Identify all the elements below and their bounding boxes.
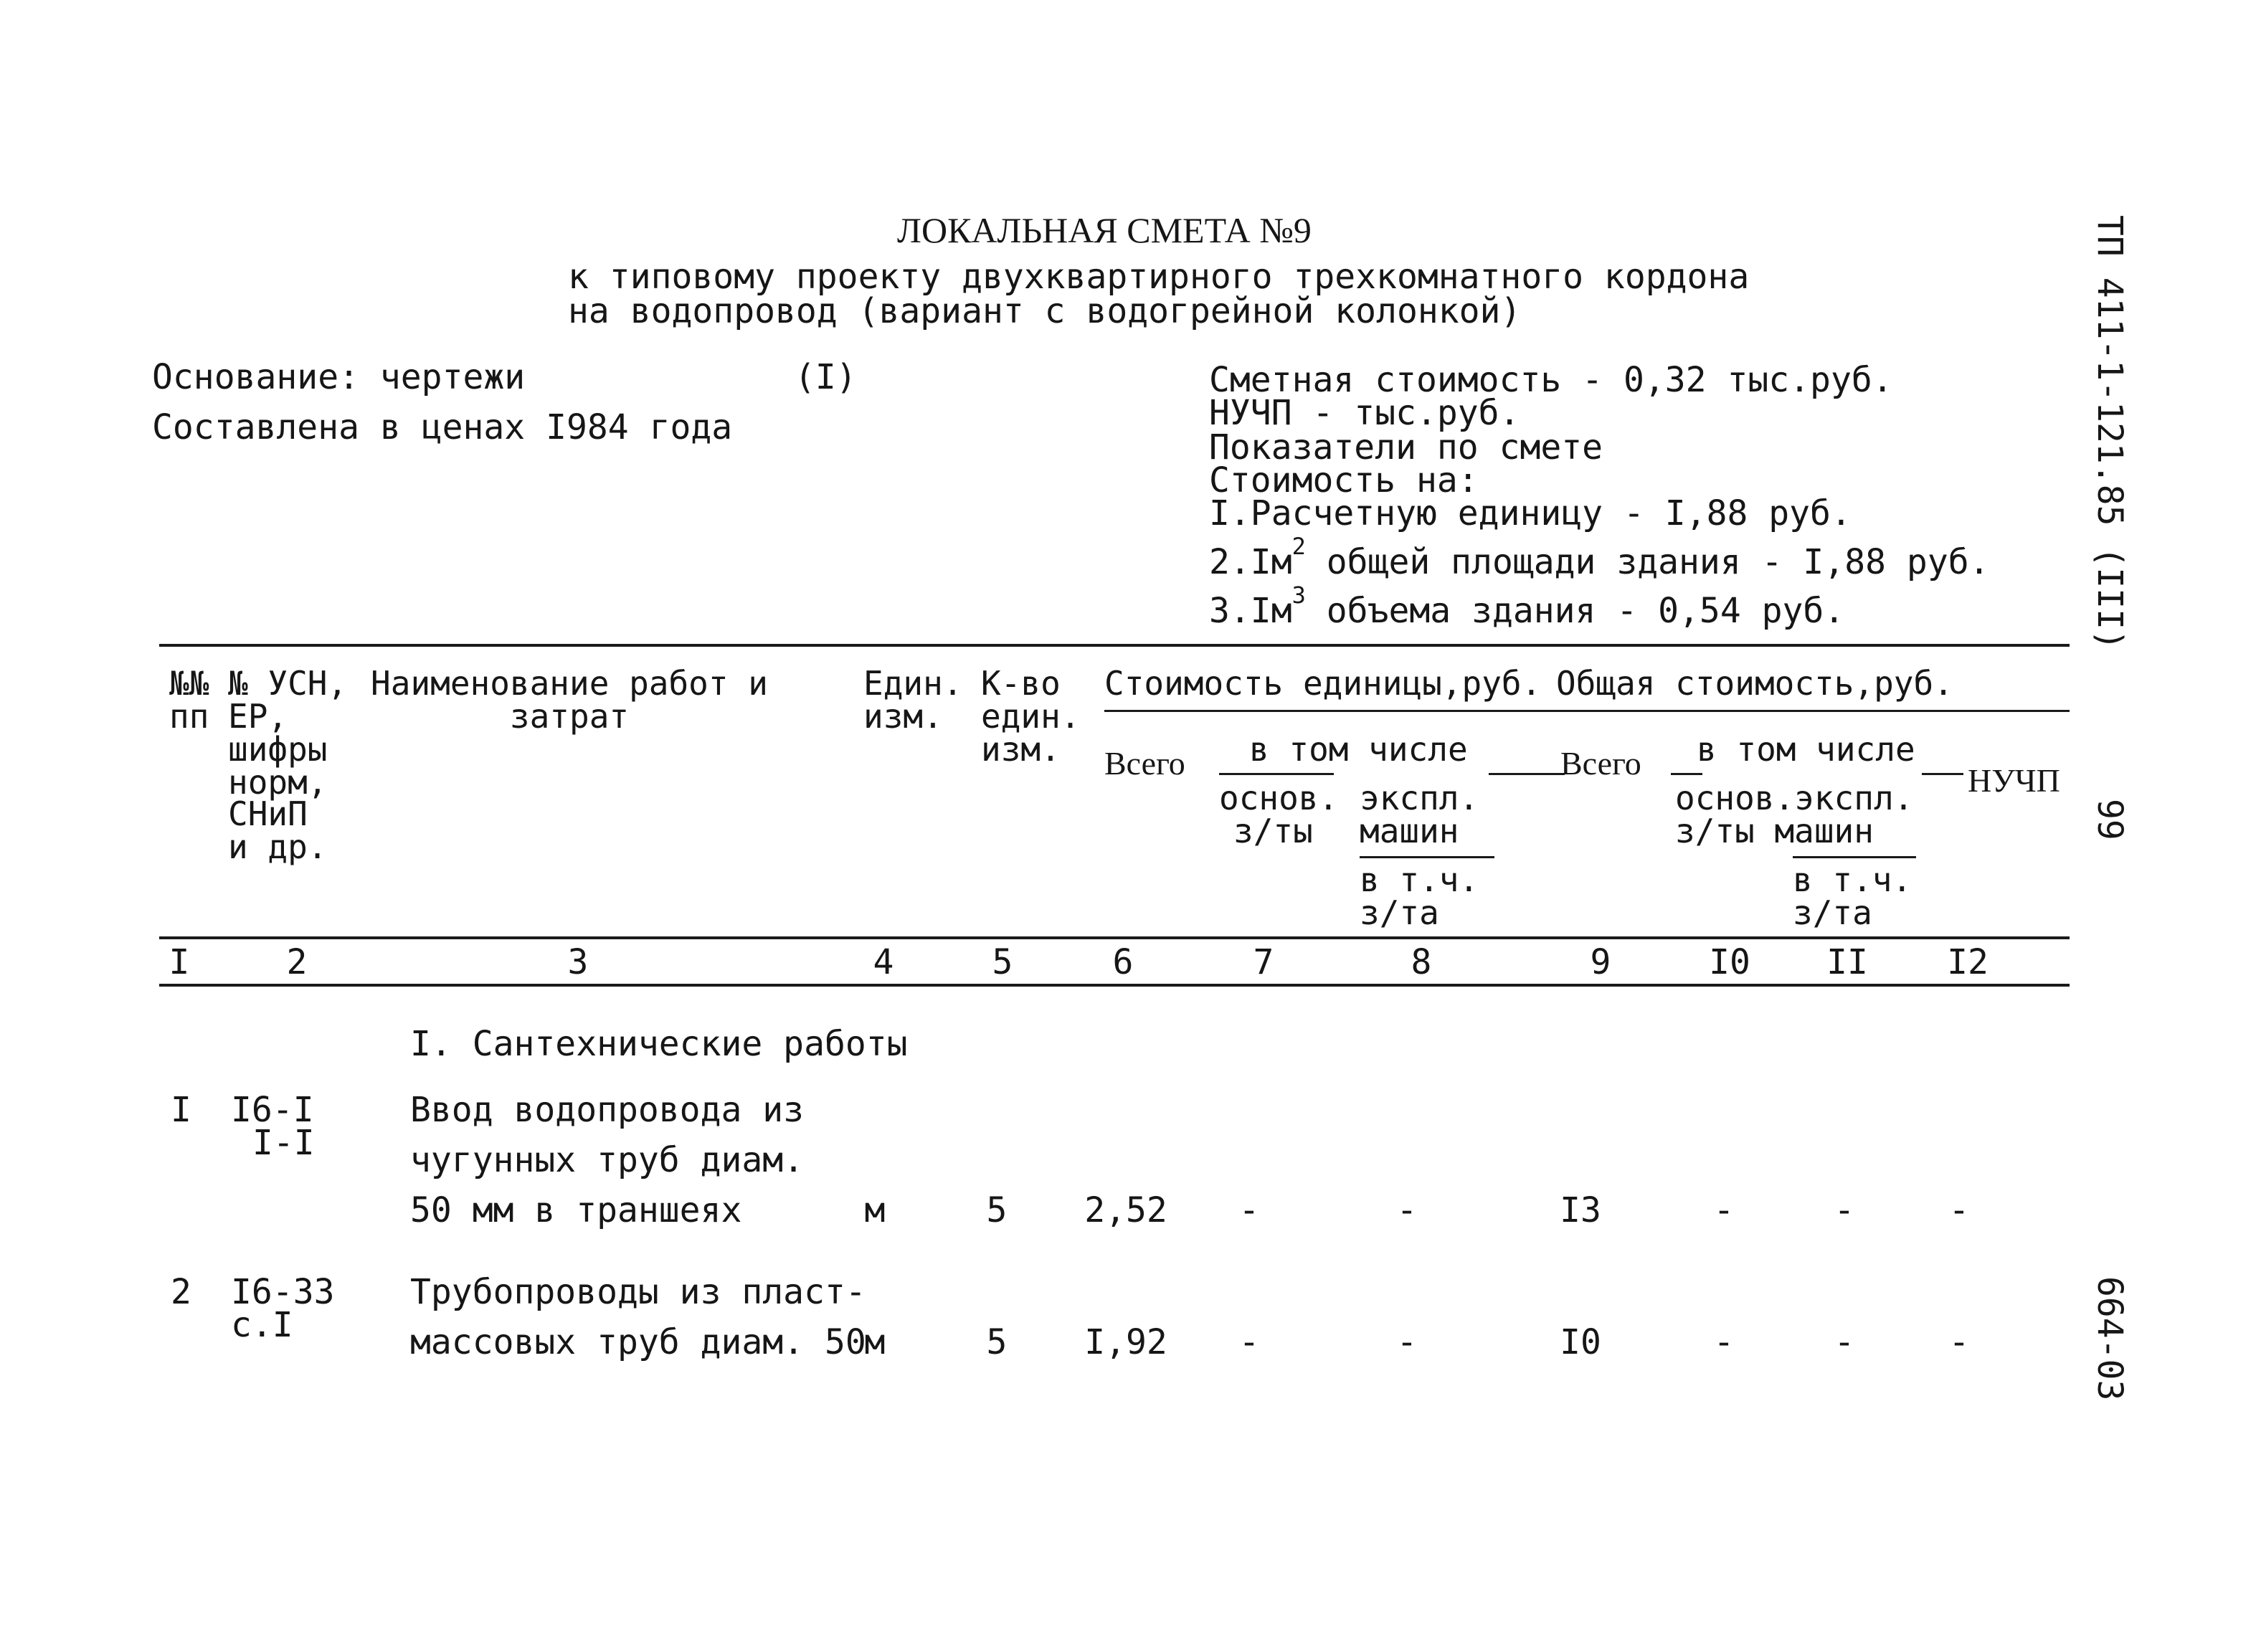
col-number-3: 3 <box>567 942 589 982</box>
total-machine-wages-line1: в т.ч. <box>1793 860 1912 899</box>
table-number-row-rule <box>159 984 2070 987</box>
col-header-name-line2: затрат <box>509 697 630 736</box>
col-number-8: 8 <box>1411 942 1432 982</box>
total-cost-group-header: Общая стоимость,руб. <box>1556 664 1953 703</box>
unit-machine-wages-line2: з/та <box>1360 893 1439 932</box>
table-header-bottom-rule <box>159 936 2070 939</box>
col-header-code-line2: ЕР, <box>228 697 288 736</box>
unit-machine-line2: машин <box>1360 812 1459 850</box>
row-total-machine: - <box>1834 1322 1855 1362</box>
unit-machine-line1: экспл. <box>1360 779 1479 817</box>
basis-drawings: Основание: чертежи <box>152 357 526 397</box>
page-number: 99 <box>2090 799 2130 840</box>
row-nuchp: - <box>1948 1190 1970 1230</box>
col-number-6: 6 <box>1112 942 1134 982</box>
row-unit-machine: - <box>1396 1322 1418 1362</box>
col-header-code-line5: СНиП <box>228 794 308 833</box>
col-header-unit-line1: Един. <box>863 664 963 703</box>
document-title: ЛОКАЛЬНАЯ СМЕТА №9 <box>897 210 1312 250</box>
unit-total-header: Всего <box>1104 745 1185 782</box>
col-number-1: I <box>169 942 190 982</box>
row-number: I <box>171 1090 191 1130</box>
col-number-9: 9 <box>1590 942 1611 982</box>
row-total-machine: - <box>1834 1190 1855 1230</box>
unit-mach-rule <box>1360 856 1494 858</box>
col-header-name-line1: Наименование работ и <box>371 664 768 703</box>
col-number-10: I0 <box>1709 942 1750 982</box>
col-header-unit-line2: изм. <box>863 697 943 736</box>
row-total-base-wages: - <box>1713 1190 1735 1230</box>
cost-group-rule <box>1104 710 2070 712</box>
row-code-line1: I6-33 <box>231 1272 335 1312</box>
row-quantity: 5 <box>986 1190 1008 1230</box>
row-unit-machine: - <box>1396 1190 1418 1230</box>
row-total: I3 <box>1560 1190 1601 1230</box>
row-code-line2: I-I <box>252 1123 315 1163</box>
indicator-per-area: $2.Iм^2$ общей площади здания - I,88 руб. <box>1209 533 1990 582</box>
total-subgroup-rule-right <box>1922 773 1963 775</box>
total-machine-wages-line2: з/та <box>1793 893 1872 932</box>
col-header-code-line6: и др. <box>228 827 328 866</box>
unit-base-wages-line1: основ. <box>1219 779 1339 817</box>
cost-on-heading: Стоимость на: <box>1209 460 1479 500</box>
unit-cost-group-header: Стоимость единицы,руб. <box>1104 664 1542 703</box>
indicator-per-volume: $3.Iм^3$ объема здания - 0,54 руб. <box>1209 581 1845 631</box>
col-header-qty-line1: К-во <box>981 664 1061 703</box>
col-number-11: II <box>1826 942 1868 982</box>
row-number: 2 <box>171 1272 191 1312</box>
total-subgroup-rule-left <box>1671 773 1702 775</box>
unit-subgroup-rule-left <box>1219 773 1334 775</box>
estimated-cost: Сметная стоимость - 0,32 тыс.руб. <box>1209 360 1893 400</box>
indicators-heading: Показатели по смете <box>1209 427 1603 467</box>
col-header-number-line2: пп <box>169 697 209 736</box>
col-header-number-line1: №№ <box>169 664 209 703</box>
col-number-7: 7 <box>1253 942 1274 982</box>
row-name-line1: Трубопроводы из пласт- <box>410 1272 866 1312</box>
row-total-base-wages: - <box>1713 1322 1735 1362</box>
row-nuchp: - <box>1948 1322 1970 1362</box>
row-name-line3: 50 мм в траншеях <box>410 1190 742 1230</box>
col-number-12: I2 <box>1947 942 1989 982</box>
total-mach-rule <box>1793 856 1916 858</box>
col-header-code-line3: шифры <box>228 730 328 769</box>
total-including-header: в том числе <box>1697 730 1915 769</box>
nuchp-summary: НУЧП - тыс.руб. <box>1209 393 1520 433</box>
row-unit-total: I,92 <box>1084 1322 1167 1362</box>
section-heading: I. Сантехнические работы <box>410 1024 908 1064</box>
unit-machine-wages-line1: в т.ч. <box>1360 860 1479 899</box>
row-unit: м <box>864 1322 886 1362</box>
row-unit: м <box>864 1190 886 1230</box>
document-subtitle-line2: на водопровод (вариант с водогрейной колонкой) <box>568 291 1522 331</box>
col-header-code-line1: № УСН, <box>228 664 348 703</box>
total-total-header: Всего <box>1560 745 1641 782</box>
row-code-line1: I6-I <box>231 1090 314 1130</box>
col-number-5: 5 <box>992 942 1013 982</box>
total-base-machine-header: основ.экспл. <box>1675 779 1914 817</box>
col-header-code-line4: норм, <box>228 763 328 802</box>
row-quantity: 5 <box>986 1322 1008 1362</box>
row-code-line2: с.I <box>231 1305 293 1345</box>
col-header-qty-line3: изм. <box>981 730 1061 769</box>
col-number-4: 4 <box>873 942 894 982</box>
row-name-line2: чугунных труб диам. <box>410 1140 805 1180</box>
row-unit-base-wages: - <box>1238 1322 1260 1362</box>
col-header-qty-line2: един. <box>981 697 1081 736</box>
row-name-line2: массовых труб диам. 50 <box>410 1322 866 1362</box>
unit-including-header: в том числе <box>1249 730 1468 769</box>
table-top-rule <box>159 644 2070 647</box>
document-code-vertical: ТП 411-1-121.85 (III) <box>2090 215 2130 650</box>
basis-prices-year: Составлена в ценах I984 года <box>152 407 733 447</box>
total-wages-machines-header: з/ты машин <box>1675 812 1874 850</box>
nuchp-header: НУЧП <box>1968 762 2060 799</box>
indicator-per-unit: I.Расчетную единицу - I,88 руб. <box>1209 493 1852 533</box>
row-total: I0 <box>1560 1322 1601 1362</box>
unit-subgroup-rule-right <box>1489 773 1565 775</box>
row-name-line1: Ввод водопровода из <box>410 1090 805 1130</box>
sheet-code-vertical: 664-03 <box>2090 1276 2130 1401</box>
row-unit-base-wages: - <box>1238 1190 1260 1230</box>
document-subtitle-line1: к типовому проекту двухквартирного трехкомнатного кордона <box>568 257 1750 297</box>
unit-base-wages-line2: з/ты <box>1233 812 1313 850</box>
row-unit-total: 2,52 <box>1084 1190 1167 1230</box>
col-number-2: 2 <box>286 942 308 982</box>
basis-number: (I) <box>795 357 857 397</box>
